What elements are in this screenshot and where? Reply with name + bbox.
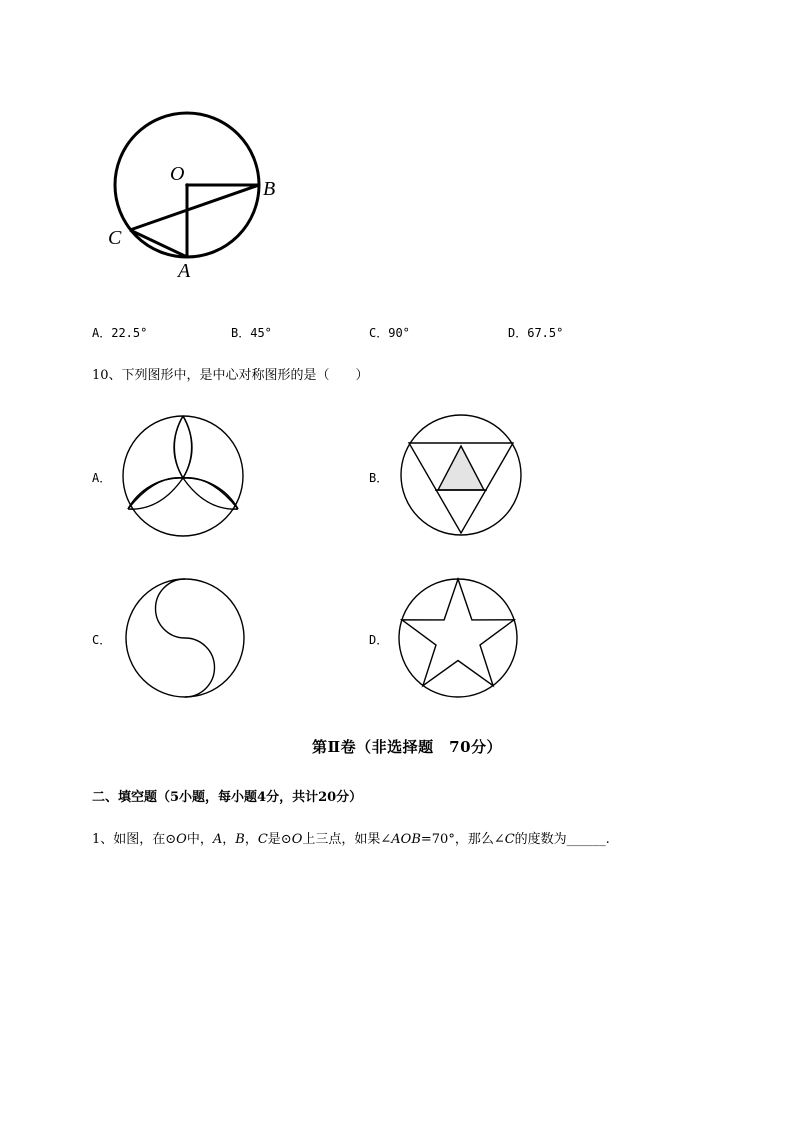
- q9-chord-ca: [130, 230, 187, 257]
- q9-option-c-value: 90°: [388, 326, 410, 340]
- fill-q1-o1: O: [176, 832, 187, 847]
- q10-option-b-figure[interactable]: [400, 413, 526, 539]
- q10-a-outer-circle: [123, 416, 243, 536]
- q10-stem: 10、下列图形中，是中心对称图形的是（ ）: [92, 368, 369, 383]
- fill-q1-sep1: ，: [222, 832, 236, 847]
- fill-q1-a: A: [212, 832, 223, 847]
- q10-a-arc-left2: [128, 478, 183, 509]
- q9-label-o: O: [170, 163, 185, 185]
- fill-q1-prefix: 1、如图，在⊙: [92, 832, 177, 847]
- q10-a-arc-top: [174, 416, 191, 478]
- q10-option-c-figure[interactable]: [125, 578, 249, 702]
- q9-option-c-letter: C．: [369, 326, 389, 340]
- q10-a-lens-left: [128, 478, 183, 509]
- q9-option-b-letter: B．: [231, 326, 251, 340]
- q9-label-c: C: [108, 227, 122, 249]
- q9-option-b-value: 45°: [250, 326, 272, 340]
- q10-option-a-figure[interactable]: [120, 413, 246, 539]
- q10-d-outer-circle: [399, 579, 517, 697]
- q10-option-d-figure[interactable]: [398, 578, 522, 702]
- q9-label-a: A: [178, 260, 191, 282]
- fill-q1-aob: AOB: [391, 832, 421, 847]
- q9-label-b: B: [263, 178, 276, 200]
- q9-option-d-letter: D．: [508, 326, 528, 340]
- q9-option-a-letter: A．: [92, 326, 112, 340]
- fill-q1-mid4: =70°，那么∠: [420, 832, 505, 847]
- fill-q1-c2: C: [504, 832, 515, 847]
- fill-q1-mid3: 上三点，如果∠: [302, 832, 392, 847]
- q9-circle-figure: [100, 95, 300, 285]
- q10-option-a-label[interactable]: A．: [92, 471, 112, 485]
- fill-q1-o2: O: [291, 832, 303, 847]
- q10-a-arc-right: [183, 478, 238, 509]
- fill-q1-sep2: ，: [244, 832, 258, 847]
- q10-a-arc-left: [128, 478, 183, 509]
- section-2-title: 第Ⅱ卷（非选择题 70分）: [311, 738, 503, 756]
- q10-a-lens-right: [183, 478, 238, 509]
- q10-a-arc-right2: [183, 478, 238, 509]
- q10-option-b-label[interactable]: B．: [369, 471, 389, 485]
- fill-q1-c: C: [257, 832, 268, 847]
- q10-c-s-curve: [156, 579, 215, 697]
- q9-center-point: [185, 183, 189, 187]
- q10-option-c-label[interactable]: C．: [92, 633, 112, 647]
- q9-option-a[interactable]: [92, 327, 147, 339]
- q9-option-c[interactable]: [369, 327, 410, 339]
- q9-option-a-value: 22.5°: [111, 326, 148, 340]
- q9-option-d-value: 67.5°: [527, 326, 564, 340]
- q10-option-d-label[interactable]: D．: [369, 633, 389, 647]
- fill-q1-mid1: 中，: [186, 832, 213, 847]
- q9-option-b[interactable]: [231, 327, 272, 339]
- fill-q1-mid2: 是⊙: [267, 832, 292, 847]
- q9-option-d[interactable]: [508, 327, 563, 339]
- fill-q1-suffix[interactable]: 的度数为______.: [514, 832, 610, 847]
- q9-chord-bc: [130, 185, 259, 230]
- fill-q1-b: B: [235, 832, 245, 847]
- q10-b-shaded-triangle: [438, 446, 484, 490]
- fill-q1-text: [92, 833, 610, 846]
- q10-d-star: [402, 579, 514, 686]
- fill-blank-heading: 二、填空题（5小题，每小题4分，共计20分）: [92, 790, 363, 805]
